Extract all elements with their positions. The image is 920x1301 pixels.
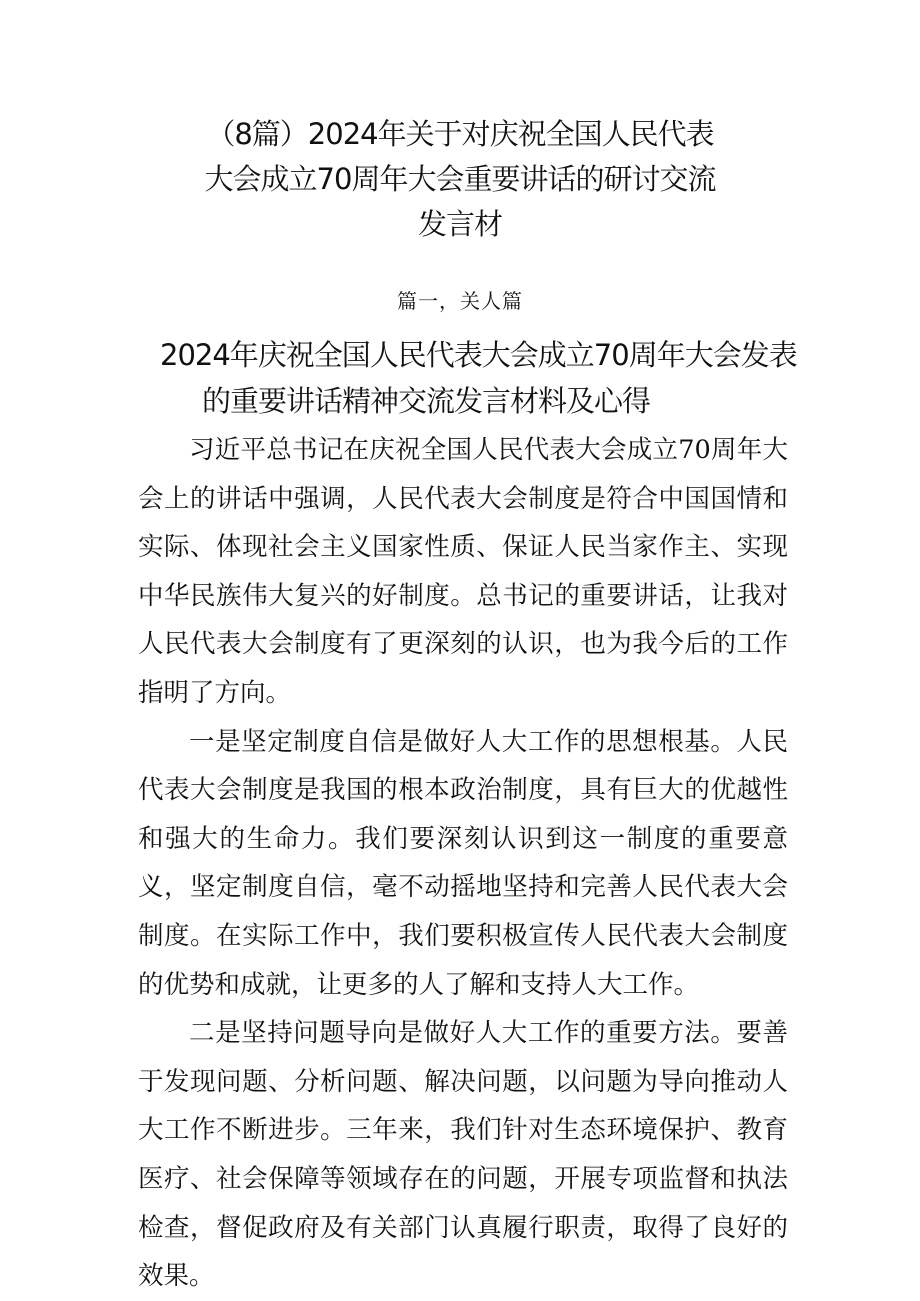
document-title-line: 发言材 [417, 207, 502, 241]
article-title-line: 2024年庆祝全国人民代表大会成立70周年大会发表 [160, 338, 797, 372]
document-title-line: （8篇）2024年关于对庆祝全国人民代表 [206, 117, 714, 151]
article-body [138, 426, 788, 1301]
body-paragraph: 一是坚定制度自信是做好人大工作的思想根基。人民代表大会制度是我国的根本政治制度，具有巨大的优越性和强大的生命力。我们要深刻认识到这一制度的重要意义，坚定制度自信，毫不动摇地坚持和完善人民代表大会制度。在实际工作中，我们要积极宣传人民代表大会制度的优势和成就，让更多的人了解和支持人大工作。 [138, 726, 788, 1000]
article-title [160, 332, 800, 424]
document-title-line: 大会成立70周年大会重要讲话的研讨交流 [204, 162, 716, 196]
body-paragraph: 二是坚持问题导向是做好人大工作的重要方法。要善于发现问题、分析问题、解决问题，以问题为导向推动人大工作不断进步。三年来，我们针对生态环境保护、教育医疗、社会保障等领域存在的问题，开展专项监督和执法检查，督促政府及有关部门认真履行职责，取得了良好的效果。 [138, 1018, 788, 1292]
document-title [100, 112, 820, 247]
article-title-line: 的重要讲话精神交流发言材料及心得 [202, 384, 651, 418]
section-label: 篇一，关人篇 [397, 289, 523, 313]
body-paragraph: 习近平总书记在庆祝全国人民代表大会成立70周年大会上的讲话中强调，人民代表大会制度是符合中国国情和实际、体现社会主义国家性质、保证人民当家作主、实现中华民族伟大复兴的好制度。总书记的重要讲话，让我对人民代表大会制度有了更深刻的认识，也为我今后的工作指明了方向。 [138, 435, 788, 708]
